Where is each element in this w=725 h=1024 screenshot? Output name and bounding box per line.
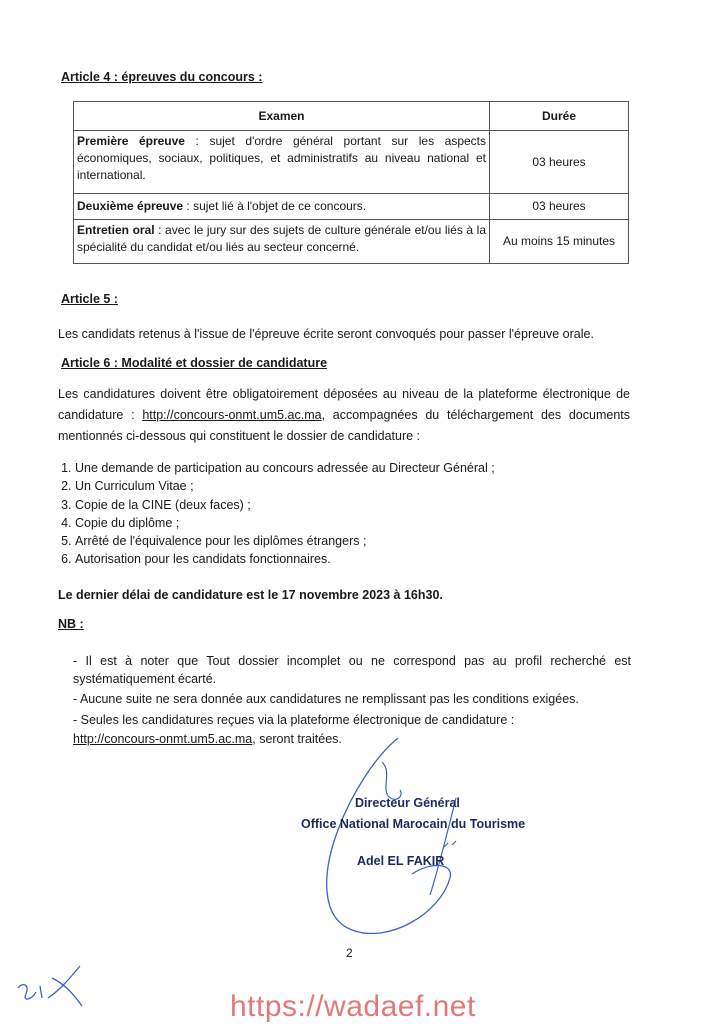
intro-text-end: , accompagnées du téléchargement des documents mentionnés ci-dessous qui constituent le dossier de candidature :	[58, 408, 630, 443]
signature-office: Office National Marocain du Tourisme	[301, 817, 526, 831]
exam-text: : sujet d'ordre général portant sur les aspects économiques, sociaux, politiques, et administratifs au niveau national et international.	[77, 134, 487, 182]
article6-heading: Article 6 : Modalité et dossier de candidature	[61, 356, 328, 370]
exam-text: : avec le jury sur des sujets de culture générale et/ou liés à la spécialité du candidat et/ou liés au secteur concerné.	[77, 223, 486, 254]
signature-name: Adel EL FAKIR	[357, 854, 445, 868]
duration-cell: 03 heures	[490, 194, 629, 220]
article4-heading: Article 4 : épreuves du concours :	[61, 70, 263, 84]
header-examen: Examen	[74, 102, 490, 131]
nb-heading: NB :	[58, 617, 84, 631]
list-item: 5. Arrêté de l'équivalence pour les diplômes étrangers ;	[75, 532, 635, 550]
duration-cell: 03 heures	[490, 131, 629, 194]
nb-line-4-text: , seront traitées.	[252, 732, 342, 746]
exam-text: : sujet lié à l'objet de ce concours.	[183, 199, 367, 213]
signature-title: Directeur Général	[355, 796, 460, 810]
list-item: 2. Un Curriculum Vitae ;	[75, 477, 635, 495]
nb-line-2: - Aucune suite ne sera donnée aux candidatures ne remplissant pas les conditions exigées.	[73, 692, 579, 706]
exam-label: Première épreuve	[77, 134, 185, 148]
nb-line-1: - Il est à noter que Tout dossier incomplet ou ne correspond pas au profil recherché est systématiquement écarté.	[73, 654, 631, 686]
intro-text: Les candidatures doivent être obligatoirement déposées au niveau de la plateforme électronique de candidature :	[58, 387, 630, 422]
platform-link[interactable]: http://concours-onmt.um5.ac.ma	[73, 732, 253, 746]
list-item: 3. Copie de la CINE (deux faces) ;	[75, 496, 635, 514]
list-item: 6. Autorisation pour les candidats fonctionnaires.	[75, 550, 635, 568]
page-number: 2	[346, 946, 353, 960]
duration-cell: Au moins 15 minutes	[490, 220, 629, 264]
platform-link[interactable]: http://concours-onmt.um5.ac.ma	[142, 408, 322, 422]
list-item: 4. Copie du diplôme ;	[75, 514, 635, 532]
exam-label: Entretien oral	[77, 223, 155, 237]
header-duree: Durée	[490, 102, 629, 131]
list-item: 1. Une demande de participation au concours adressée au Directeur Général ;	[75, 459, 635, 477]
watermark: https://wadaef.net	[230, 990, 476, 1023]
nb-line-3: - Seules les candidatures reçues via la plateforme électronique de candidature :	[73, 713, 515, 727]
article5-heading: Article 5 :	[61, 292, 118, 306]
exam-label: Deuxième épreuve	[77, 199, 184, 213]
article5-text: Les candidats retenus à l'issue de l'épreuve écrite seront convoqués pour passer l'épreuve orale.	[58, 327, 594, 341]
deadline-text: Le dernier délai de candidature est le 17 novembre 2023 à 16h30.	[58, 588, 443, 602]
